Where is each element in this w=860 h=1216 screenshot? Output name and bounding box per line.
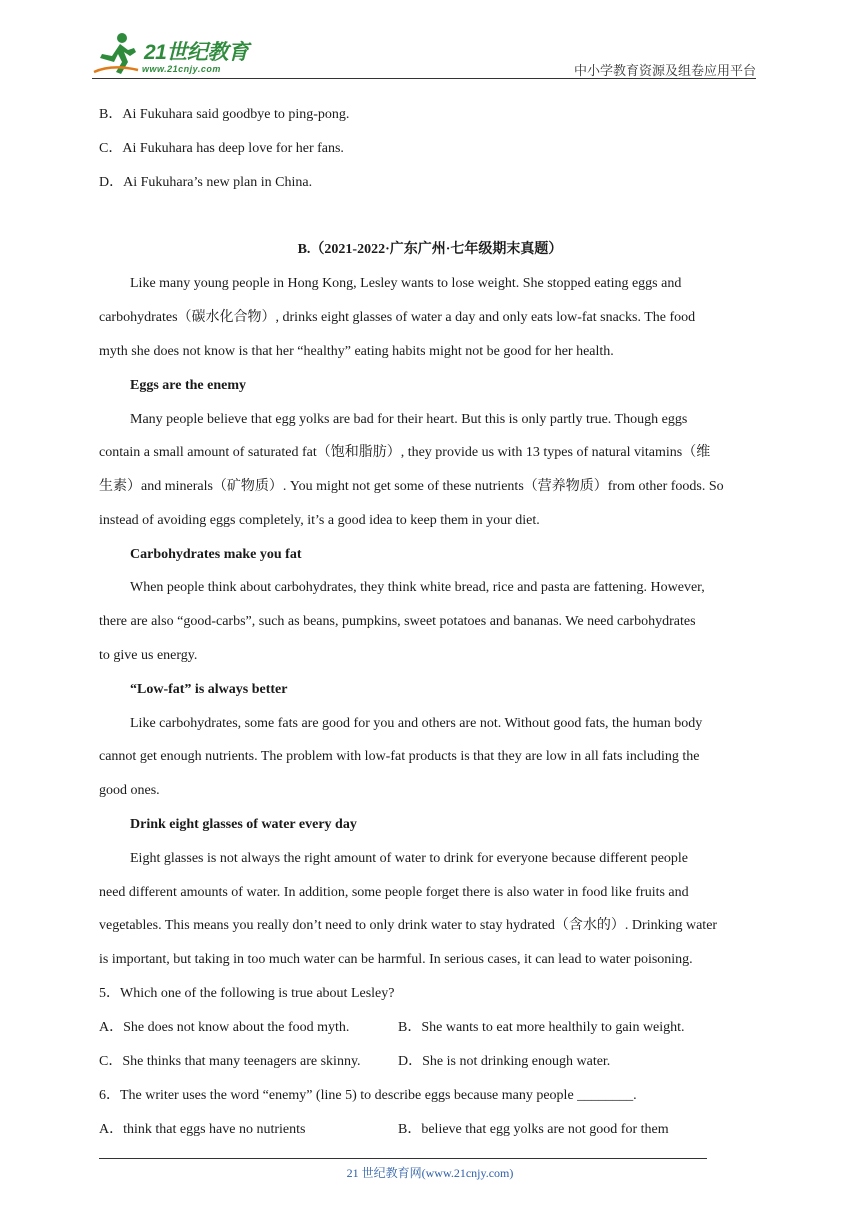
paragraph-line: Like many young people in Hong Kong, Lesley wants to lose weight. She stopped eating eggs and	[130, 276, 682, 291]
paragraph-line: there are also “good-carbs”, such as beans, pumpkins, sweet potatoes and bananas. We need carbohydrates	[99, 614, 696, 629]
question-6-option-b: B．believe that egg yolks are not good for them	[398, 1122, 669, 1137]
logo-wordmark: 21世纪教育	[144, 41, 249, 64]
paragraph-line: carbohydrates（碳水化合物）, drinks eight glasses of water a day and only eats low-fat snacks. The food	[99, 310, 696, 325]
question-5-stem: 5．Which one of the following is true about Lesley?	[99, 986, 395, 1001]
platform-name: 中小学教育资源及组卷应用平台	[573, 63, 756, 78]
paragraph-line: instead of avoiding eggs completely, it’s a good idea to keep them in your diet.	[99, 513, 540, 528]
subheading: Drink eight glasses of water every day	[130, 817, 357, 832]
paragraph-line: Many people believe that egg yolks are bad for their heart. But this is only partly true. Though eggs	[130, 412, 688, 427]
footer-link[interactable]: 21 世纪教育网(www.21cnjy.com)	[346, 1166, 514, 1180]
question-6-stem: 6．The writer uses the word “enemy” (line 5) to describe eggs because many people ________.	[99, 1088, 637, 1103]
page-header	[92, 30, 756, 78]
paragraph-line: to give us energy.	[99, 648, 198, 663]
paragraph-line: good ones.	[99, 783, 160, 798]
paragraph-line: Eight glasses is not always the right amount of water to drink for everyone because different people	[130, 851, 689, 866]
paragraph-line: vegetables. This means you really don’t need to only drink water to stay hydrated（含水的）. Drinking water	[99, 918, 718, 933]
footer-divider	[99, 1158, 707, 1159]
option-b-prev: B．Ai Fukuhara said goodbye to ping-pong.	[99, 107, 350, 122]
paragraph-line: need different amounts of water. In addition, some people forget there is also water in food like fruits and	[99, 885, 689, 900]
subheading: Carbohydrates make you fat	[130, 547, 302, 562]
subheading: Eggs are the enemy	[130, 378, 246, 393]
subheading: “Low-fat” is always better	[130, 682, 288, 697]
question-5-option-b: B．She wants to eat more healthily to gain weight.	[398, 1020, 685, 1035]
paragraph-line: cannot get enough nutrients. The problem with low-fat products is that they are low in all fats including the	[99, 749, 700, 764]
paragraph-line: 生素）and minerals（矿物质）. You might not get some of these nutrients（营养物质）from other foods. So	[99, 479, 724, 494]
option-d-prev: D．Ai Fukuhara’s new plan in China.	[99, 175, 313, 190]
option-c-prev: C．Ai Fukuhara has deep love for her fans.	[99, 141, 344, 156]
header-divider	[92, 78, 756, 79]
paragraph-line: myth she does not know is that her “healthy” eating habits might not be good for her health.	[99, 344, 614, 359]
paragraph-line: contain a small amount of saturated fat（饱和脂肪）, they provide us with 13 types of natural vitamins（维	[99, 445, 711, 460]
paragraph-line: Like carbohydrates, some fats are good for you and others are not. Without good fats, the human body	[130, 716, 703, 731]
runner-logo-icon	[92, 32, 140, 76]
paragraph-line: When people think about carbohydrates, they think white bread, rice and pasta are fattening. However,	[130, 580, 705, 595]
paragraph-line: is important, but taking in too much water can be harmful. In serious cases, it can lead to water poisoning.	[99, 952, 693, 967]
question-5-option-a: A．She does not know about the food myth.	[99, 1020, 350, 1035]
logo-url: www.21cnjy.com	[142, 64, 221, 74]
question-5-option-c: C．She thinks that many teenagers are skinny.	[99, 1054, 361, 1069]
question-6-option-a: A．think that eggs have no nutrients	[99, 1122, 306, 1137]
section-title: B.（2021-2022·广东广州·七年级期末真题）	[297, 242, 563, 257]
site-logo[interactable]	[92, 30, 262, 76]
question-5-option-d: D．She is not drinking enough water.	[398, 1054, 611, 1069]
